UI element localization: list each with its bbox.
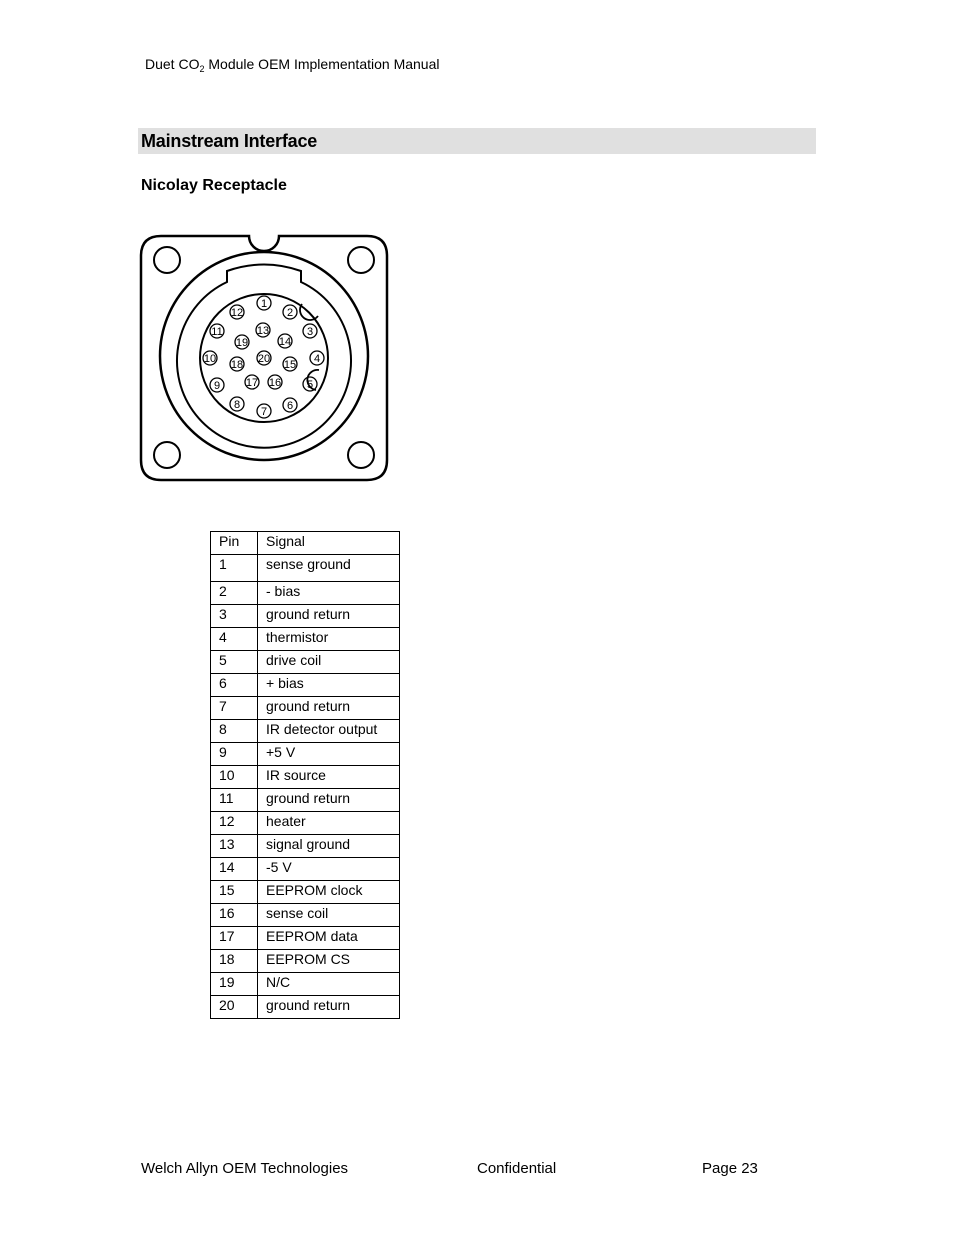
footer-confidential: Confidential — [477, 1160, 557, 1177]
pin-label: 3 — [306, 326, 314, 338]
pin-number-cell: 17 — [211, 927, 258, 950]
table-row — [211, 766, 400, 789]
footer-page-number: Page 23 — [702, 1160, 758, 1177]
pin-number-cell: 20 — [211, 996, 258, 1019]
pin-number-cell: 10 — [211, 766, 258, 789]
table-header-row — [211, 532, 400, 555]
signal-name-cell: + bias — [258, 674, 400, 697]
pin-number-cell: 12 — [211, 812, 258, 835]
mounting-hole-bottom-right — [348, 442, 374, 468]
footer-company: Welch Allyn OEM Technologies — [141, 1160, 349, 1177]
pin-label: 7 — [260, 406, 268, 418]
pin-number-cell: 15 — [211, 881, 258, 904]
table-row — [211, 858, 400, 881]
table-row — [211, 973, 400, 996]
signal-name-cell: EEPROM CS — [258, 950, 400, 973]
header-title-subscript: 2 — [199, 64, 205, 74]
signal-name-cell: IR source — [258, 766, 400, 789]
table-row — [211, 996, 400, 1019]
pin-number-cell: 13 — [211, 835, 258, 858]
pin-number-cell: 6 — [211, 674, 258, 697]
signal-name-cell: -5 V — [258, 858, 400, 881]
table-row — [211, 835, 400, 858]
pin-label: 15 — [283, 359, 297, 371]
pin-label: 5 — [306, 379, 314, 391]
pin-label: 14 — [278, 336, 292, 348]
signal-name-cell: N/C — [258, 973, 400, 996]
pin-label: 8 — [233, 399, 241, 411]
pin-label: 12 — [230, 307, 244, 319]
signal-name-cell: drive coil — [258, 651, 400, 674]
pin-label: 18 — [230, 359, 244, 371]
header-title-prefix: Duet CO — [145, 56, 200, 72]
table-row — [211, 904, 400, 927]
pin-number-cell: 18 — [211, 950, 258, 973]
pin-label: 17 — [245, 377, 259, 389]
table-row — [211, 651, 400, 674]
signal-name-cell: thermistor — [258, 628, 400, 651]
signal-name-cell: ground return — [258, 697, 400, 720]
mounting-hole-top-left — [154, 247, 180, 273]
table-row — [211, 674, 400, 697]
table-row — [211, 950, 400, 973]
table-row — [211, 812, 400, 835]
pin-number-cell: 14 — [211, 858, 258, 881]
table-row — [211, 720, 400, 743]
pin-label: 10 — [203, 353, 217, 365]
header-title-suffix: Module OEM Implementation Manual — [204, 56, 440, 72]
pin-label: 2 — [286, 307, 294, 319]
connector-receptacle-diagram — [139, 234, 389, 482]
signal-name-cell: +5 V — [258, 743, 400, 766]
mounting-hole-top-right — [348, 247, 374, 273]
pin-number-cell: 1 — [211, 555, 258, 582]
signal-name-cell: - bias — [258, 582, 400, 605]
signal-name-cell: ground return — [258, 789, 400, 812]
pin-number-cell: 16 — [211, 904, 258, 927]
pin-column-header: Pin — [211, 532, 258, 555]
pin-label: 11 — [211, 326, 223, 338]
signal-name-cell: heater — [258, 812, 400, 835]
pin-label: 1 — [260, 298, 268, 310]
signal-name-cell: ground return — [258, 605, 400, 628]
subsection-heading: Nicolay Receptacle — [141, 177, 287, 194]
pin-label: 16 — [268, 377, 282, 389]
signal-name-cell: sense coil — [258, 904, 400, 927]
signal-column-header: Signal — [258, 532, 400, 555]
pin-number-cell: 4 — [211, 628, 258, 651]
table-row — [211, 881, 400, 904]
section-heading-bar — [138, 128, 816, 154]
pin-number-cell: 2 — [211, 582, 258, 605]
table-row — [211, 789, 400, 812]
table-row — [211, 927, 400, 950]
section-heading: Mainstream Interface — [141, 131, 318, 151]
signal-name-cell: EEPROM clock — [258, 881, 400, 904]
pin-number-cell: 7 — [211, 697, 258, 720]
table-row — [211, 605, 400, 628]
pin-label: 20 — [257, 353, 271, 365]
mounting-hole-bottom-left — [154, 442, 180, 468]
signal-name-cell: sense ground — [258, 555, 400, 582]
pin-number-cell: 3 — [211, 605, 258, 628]
pin-label: 9 — [213, 380, 221, 392]
signal-name-cell: ground return — [258, 996, 400, 1019]
pin-number-cell: 8 — [211, 720, 258, 743]
signal-name-cell: signal ground — [258, 835, 400, 858]
pin-number-cell: 11 — [211, 789, 258, 812]
pin-number-cell: 19 — [211, 973, 258, 996]
table-row — [211, 697, 400, 720]
signal-name-cell: IR detector output — [258, 720, 400, 743]
table-row — [211, 628, 400, 651]
table-row — [211, 582, 400, 605]
pinout-table — [210, 531, 400, 1019]
table-row — [211, 555, 400, 582]
pin-label: 13 — [256, 325, 270, 337]
pin-number-cell: 9 — [211, 743, 258, 766]
pin-layout — [203, 296, 324, 418]
pin-label: 6 — [286, 400, 294, 412]
table-row — [211, 743, 400, 766]
pin-number-cell: 5 — [211, 651, 258, 674]
document-header-title — [145, 56, 439, 74]
signal-name-cell: EEPROM data — [258, 927, 400, 950]
pin-label: 4 — [313, 353, 321, 365]
pin-label: 19 — [235, 337, 249, 349]
